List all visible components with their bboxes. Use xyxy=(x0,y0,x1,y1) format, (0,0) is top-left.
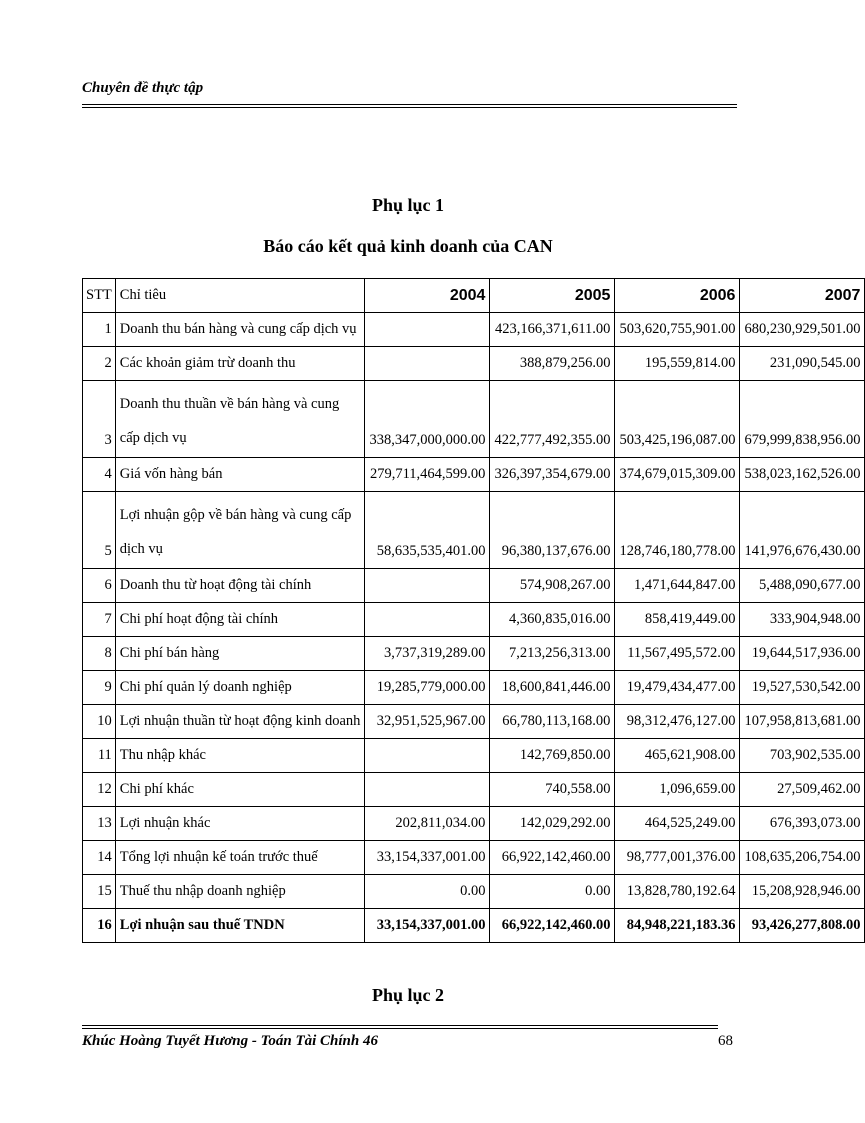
row-item-name: Chi phí khác xyxy=(115,773,365,807)
row-stt: 1 xyxy=(83,313,116,347)
table-row xyxy=(83,603,865,637)
row-value-2006: 374,679,015,309.00 xyxy=(615,458,740,492)
table-row xyxy=(83,773,865,807)
row-value-2006: 1,471,644,847.00 xyxy=(615,569,740,603)
row-value-2005: 18,600,841,446.00 xyxy=(490,671,615,705)
row-value-2004: 279,711,464,599.00 xyxy=(365,458,490,492)
row-value-2005: 388,879,256.00 xyxy=(490,347,615,381)
row-stt: 10 xyxy=(83,705,116,739)
row-value-2005: 0.00 xyxy=(490,875,615,909)
table-row xyxy=(83,841,865,875)
row-value-2004 xyxy=(365,603,490,637)
header-2007: 2007 xyxy=(740,279,865,313)
row-value-2007: 141,976,676,430.00 xyxy=(740,492,865,569)
table-row xyxy=(83,313,865,347)
row-item-name: Thu nhập khác xyxy=(115,739,365,773)
row-item-name: Doanh thu từ hoạt động tài chính xyxy=(115,569,365,603)
row-value-2006: 98,312,476,127.00 xyxy=(615,705,740,739)
header-2005: 2005 xyxy=(490,279,615,313)
row-value-2006: 465,621,908.00 xyxy=(615,739,740,773)
row-value-2007: 679,999,838,956.00 xyxy=(740,381,865,458)
row-value-2007: 680,230,929,501.00 xyxy=(740,313,865,347)
table-row xyxy=(83,492,865,569)
row-value-2006: 503,620,755,901.00 xyxy=(615,313,740,347)
row-value-2006: 858,419,449.00 xyxy=(615,603,740,637)
footer-rule-thin xyxy=(82,1025,718,1026)
row-value-2004 xyxy=(365,739,490,773)
row-value-2006: 84,948,221,183.36 xyxy=(615,909,740,943)
row-value-2004: 3,737,319,289.00 xyxy=(365,637,490,671)
row-value-2007: 15,208,928,946.00 xyxy=(740,875,865,909)
row-stt: 16 xyxy=(83,909,116,943)
row-value-2004 xyxy=(365,569,490,603)
row-value-2007: 27,509,462.00 xyxy=(740,773,865,807)
row-value-2006: 464,525,249.00 xyxy=(615,807,740,841)
row-value-2006: 13,828,780,192.64 xyxy=(615,875,740,909)
table-row xyxy=(83,909,865,943)
header-stt: STT xyxy=(83,279,116,313)
row-value-2007: 538,023,162,526.00 xyxy=(740,458,865,492)
row-stt: 4 xyxy=(83,458,116,492)
row-item-name: Lợi nhuận thuần từ hoạt động kinh doanh xyxy=(115,705,365,739)
header-rule-thin xyxy=(82,107,737,108)
row-stt: 11 xyxy=(83,739,116,773)
row-value-2005: 142,769,850.00 xyxy=(490,739,615,773)
row-stt: 9 xyxy=(83,671,116,705)
row-stt: 14 xyxy=(83,841,116,875)
header-rule xyxy=(82,104,737,105)
row-value-2006: 19,479,434,477.00 xyxy=(615,671,740,705)
row-value-2004: 202,811,034.00 xyxy=(365,807,490,841)
page-header-title: Chuyên đề thực tập xyxy=(82,80,204,96)
table-row xyxy=(83,569,865,603)
row-value-2005: 142,029,292.00 xyxy=(490,807,615,841)
income-statement-table xyxy=(82,278,865,943)
row-item-name: Các khoản giảm trừ doanh thu xyxy=(115,347,365,381)
row-item-name: Chi phí bán hàng xyxy=(115,637,365,671)
row-value-2007: 676,393,073.00 xyxy=(740,807,865,841)
row-value-2005: 422,777,492,355.00 xyxy=(490,381,615,458)
row-stt: 2 xyxy=(83,347,116,381)
footer-rule xyxy=(82,1028,718,1029)
row-stt: 12 xyxy=(83,773,116,807)
row-item-name: Thuế thu nhập doanh nghiệp xyxy=(115,875,365,909)
row-item-name: Lợi nhuận khác xyxy=(115,807,365,841)
row-item-name: Lợi nhuận sau thuế TNDN xyxy=(115,909,365,943)
table-header-row xyxy=(83,279,865,313)
row-value-2004: 19,285,779,000.00 xyxy=(365,671,490,705)
row-value-2005: 740,558.00 xyxy=(490,773,615,807)
appendix-1-title: Phụ lục 1 xyxy=(371,195,445,215)
table-row xyxy=(83,671,865,705)
row-value-2007: 19,527,530,542.00 xyxy=(740,671,865,705)
row-value-2005: 574,908,267.00 xyxy=(490,569,615,603)
table-row xyxy=(83,347,865,381)
appendix-2-title: Phụ lục 2 xyxy=(371,985,445,1005)
row-stt: 15 xyxy=(83,875,116,909)
row-stt: 7 xyxy=(83,603,116,637)
row-value-2007: 703,902,535.00 xyxy=(740,739,865,773)
row-value-2006: 1,096,659.00 xyxy=(615,773,740,807)
row-value-2007: 108,635,206,754.00 xyxy=(740,841,865,875)
row-value-2004: 33,154,337,001.00 xyxy=(365,909,490,943)
table-row xyxy=(83,875,865,909)
footer-author: Khúc Hoàng Tuyết Hương - Toán Tài Chính 46 xyxy=(82,1033,378,1049)
row-value-2006: 503,425,196,087.00 xyxy=(615,381,740,458)
table-row xyxy=(83,637,865,671)
report-title: Báo cáo kết quả kinh doanh của CAN xyxy=(263,236,553,256)
row-value-2005: 7,213,256,313.00 xyxy=(490,637,615,671)
table-row xyxy=(83,458,865,492)
table-row xyxy=(83,381,865,458)
row-item-name: Tổng lợi nhuận kế toán trước thuế xyxy=(115,841,365,875)
table-row xyxy=(83,807,865,841)
row-value-2007: 93,426,277,808.00 xyxy=(740,909,865,943)
page-number: 68 xyxy=(718,1033,733,1049)
row-value-2004: 58,635,535,401.00 xyxy=(365,492,490,569)
row-value-2005: 4,360,835,016.00 xyxy=(490,603,615,637)
row-value-2005: 66,922,142,460.00 xyxy=(490,841,615,875)
row-value-2006: 128,746,180,778.00 xyxy=(615,492,740,569)
row-value-2004 xyxy=(365,347,490,381)
row-value-2005: 96,380,137,676.00 xyxy=(490,492,615,569)
row-value-2007: 19,644,517,936.00 xyxy=(740,637,865,671)
row-value-2005: 66,780,113,168.00 xyxy=(490,705,615,739)
table-row xyxy=(83,705,865,739)
row-value-2007: 333,904,948.00 xyxy=(740,603,865,637)
header-2004: 2004 xyxy=(365,279,490,313)
row-value-2007: 231,090,545.00 xyxy=(740,347,865,381)
row-item-name: Giá vốn hàng bán xyxy=(115,458,365,492)
row-item-name: Chi phí quản lý doanh nghiệp xyxy=(115,671,365,705)
row-item-name: Doanh thu bán hàng và cung cấp dịch vụ xyxy=(115,313,365,347)
row-value-2007: 5,488,090,677.00 xyxy=(740,569,865,603)
row-value-2004 xyxy=(365,313,490,347)
row-value-2004: 0.00 xyxy=(365,875,490,909)
row-stt: 5 xyxy=(83,492,116,569)
row-item-name: Doanh thu thuần về bán hàng và cung cấp dịch vụ xyxy=(115,381,365,458)
row-value-2006: 195,559,814.00 xyxy=(615,347,740,381)
row-value-2004: 338,347,000,000.00 xyxy=(365,381,490,458)
row-value-2004: 32,951,525,967.00 xyxy=(365,705,490,739)
header-item: Chỉ tiêu xyxy=(115,279,365,313)
row-stt: 3 xyxy=(83,381,116,458)
row-value-2004: 33,154,337,001.00 xyxy=(365,841,490,875)
row-stt: 8 xyxy=(83,637,116,671)
row-item-name: Chi phí hoạt động tài chính xyxy=(115,603,365,637)
row-item-name: Lợi nhuận gộp về bán hàng và cung cấp dịch vụ xyxy=(115,492,365,569)
row-value-2006: 98,777,001,376.00 xyxy=(615,841,740,875)
row-value-2006: 11,567,495,572.00 xyxy=(615,637,740,671)
row-value-2005: 423,166,371,611.00 xyxy=(490,313,615,347)
row-value-2007: 107,958,813,681.00 xyxy=(740,705,865,739)
header-2006: 2006 xyxy=(615,279,740,313)
row-value-2005: 66,922,142,460.00 xyxy=(490,909,615,943)
row-stt: 6 xyxy=(83,569,116,603)
row-stt: 13 xyxy=(83,807,116,841)
row-value-2004 xyxy=(365,773,490,807)
row-value-2005: 326,397,354,679.00 xyxy=(490,458,615,492)
table-row xyxy=(83,739,865,773)
